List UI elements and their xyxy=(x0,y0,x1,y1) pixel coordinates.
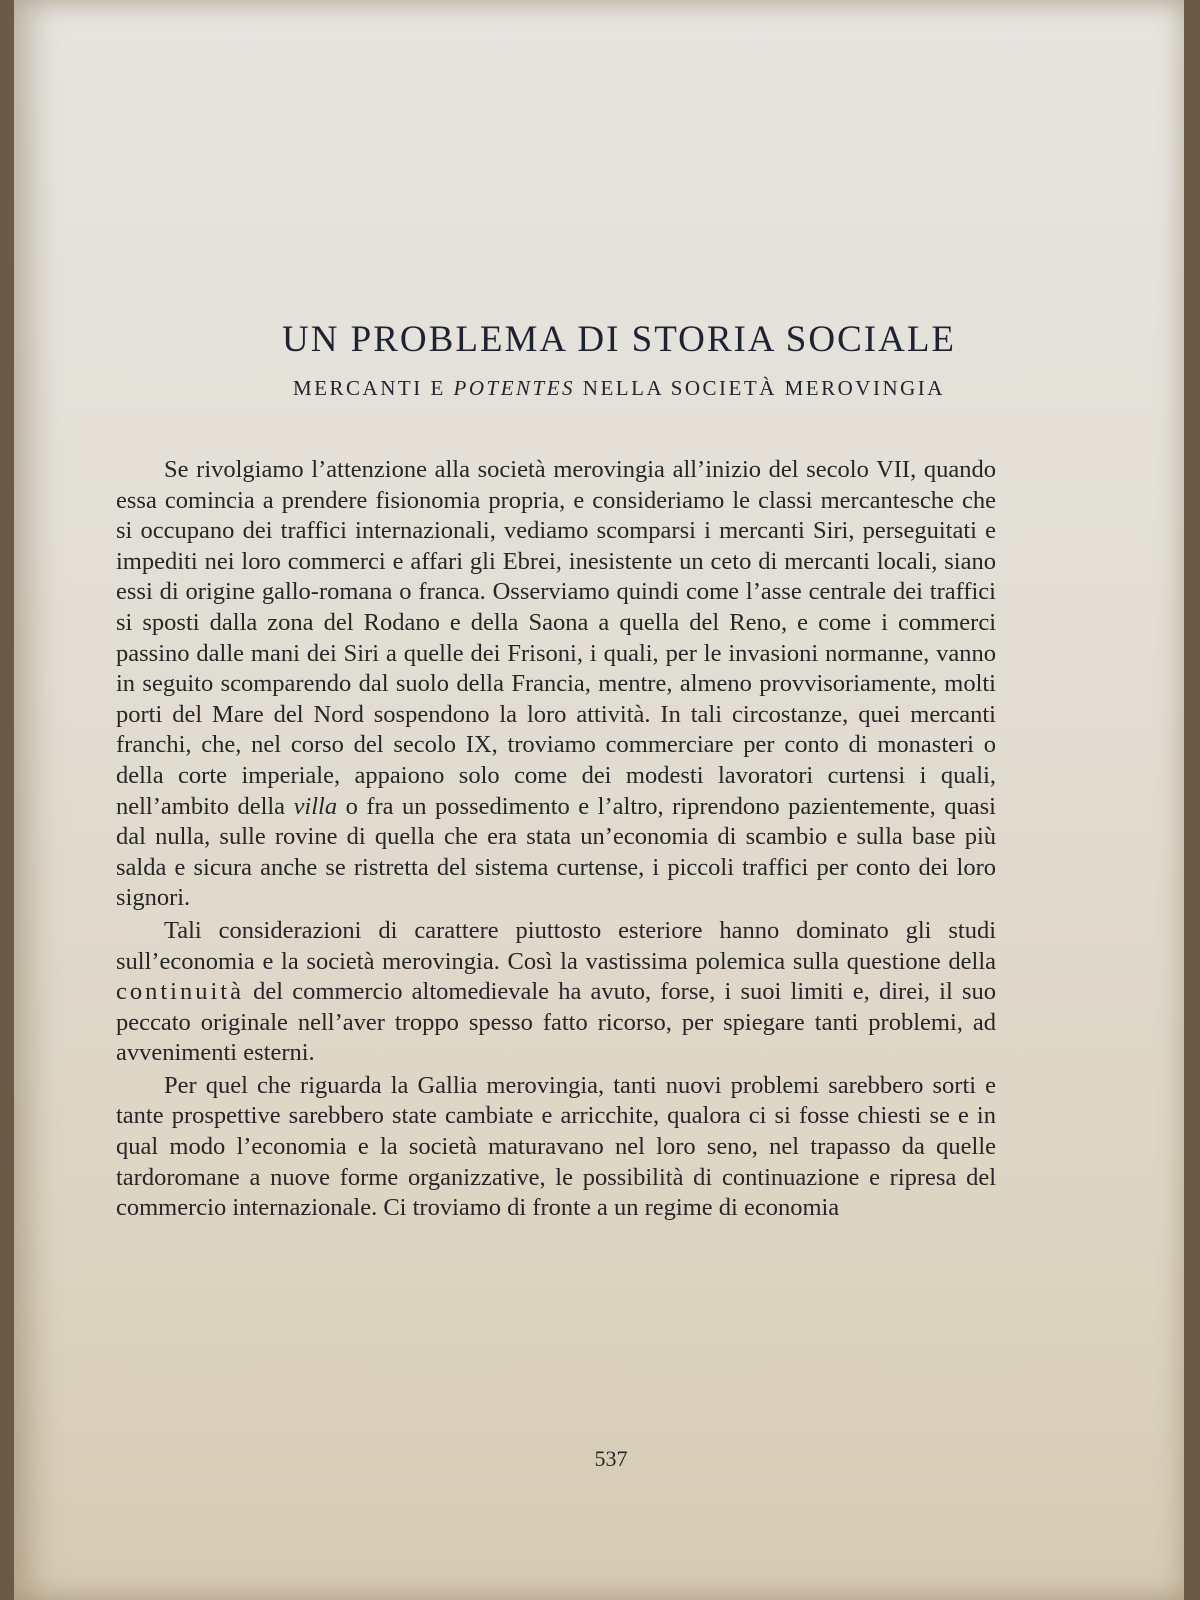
paragraph-2 xyxy=(116,916,996,1069)
page-number: 537 xyxy=(594,1446,628,1471)
paragraph-1-italic-term: villa xyxy=(293,792,338,820)
chapter-title: UN PROBLEMA DI STORIA SOCIALE xyxy=(281,319,957,360)
paragraph-2-text-start: Tali considerazioni di carattere piuttosto esteriore hanno dominato gli studi sull’economia e la società merovingia. Così la vastissima polemica sulla questione della xyxy=(116,916,996,975)
subtitle-italic-term: POTENTES xyxy=(453,376,576,400)
subtitle-text-end: NELLA SOCIETÀ MEROVINGIA xyxy=(575,376,945,400)
body-text xyxy=(116,455,996,1226)
paragraph-2-text-end: del commercio altomedievale ha avuto, forse, i suoi limiti e, direi, il suo peccato originale nell’aver troppo spesso fatto ricorso, per spiegare tanti problemi, ad avvenimenti esterni. xyxy=(116,978,996,1067)
paragraph-1-text-end: o fra un possedimento e l’altro, riprendono pazientemente, quasi dal nulla, sulle rovine di quella che era stata un’economia di scambio e sulla base più salda e sicura anche se ristretta del sistema curtense, i piccoli traffici per conto dei loro signori. xyxy=(116,792,996,912)
paragraph-3: Per quel che riguarda la Gallia merovingia, tanti nuovi problemi sarebbero sorti e tante prospettive sarebbero state cambiate e arricchite, qualora ci si fosse chiesti se e in qual modo l’economia e la società maturavano nel loro seno, nel trapasso da quelle tardoromane a nuove forme organizzative, le possibilità di continuazione e ripresa del commercio internazionale. Ci troviamo di fronte a un regime di economia xyxy=(116,1071,996,1222)
paragraph-1 xyxy=(116,455,996,914)
paragraph-1-text-start: Se rivolgiamo l’attenzione alla società merovingia all’inizio del secolo VII, quando essa comincia a prendere fisionomia propria, e consideriamo le classi mercantesche che si occupano dei traffici internazionali, vediamo scomparsi i mercanti Siri, perseguitati e impediti nei loro commerci e affari gli Ebrei, inesistente un ceto di mercanti locali, siano essi di origine gallo-romana o franca. Osserviamo quindi come l’asse centrale dei traffici si sposti dalla zona del Rodano e della Saona a quella del Reno, e come i commerci passino dalle mani dei Siri a quelle dei Frisoni, i quali, per le invasioni normanne, vanno in seguito scomparendo dal suolo della Francia, mentre, almeno provvisoriamente, molti porti del Mare del Nord sospendono la loro attività. In tali circostanze, quei mercanti franchi, che, nel corso del secolo IX, troviamo commerciare per conto di monasteri o della corte imperiale, appaiono solo come dei modesti lavoratori curtensi i quali, nell’ambito della xyxy=(116,456,996,820)
book-page xyxy=(14,0,1184,1600)
chapter-subtitle xyxy=(14,376,1184,401)
subtitle-text-start: MERCANTI E xyxy=(293,376,454,400)
paragraph-2-spaced-term: continuità xyxy=(116,978,244,1006)
